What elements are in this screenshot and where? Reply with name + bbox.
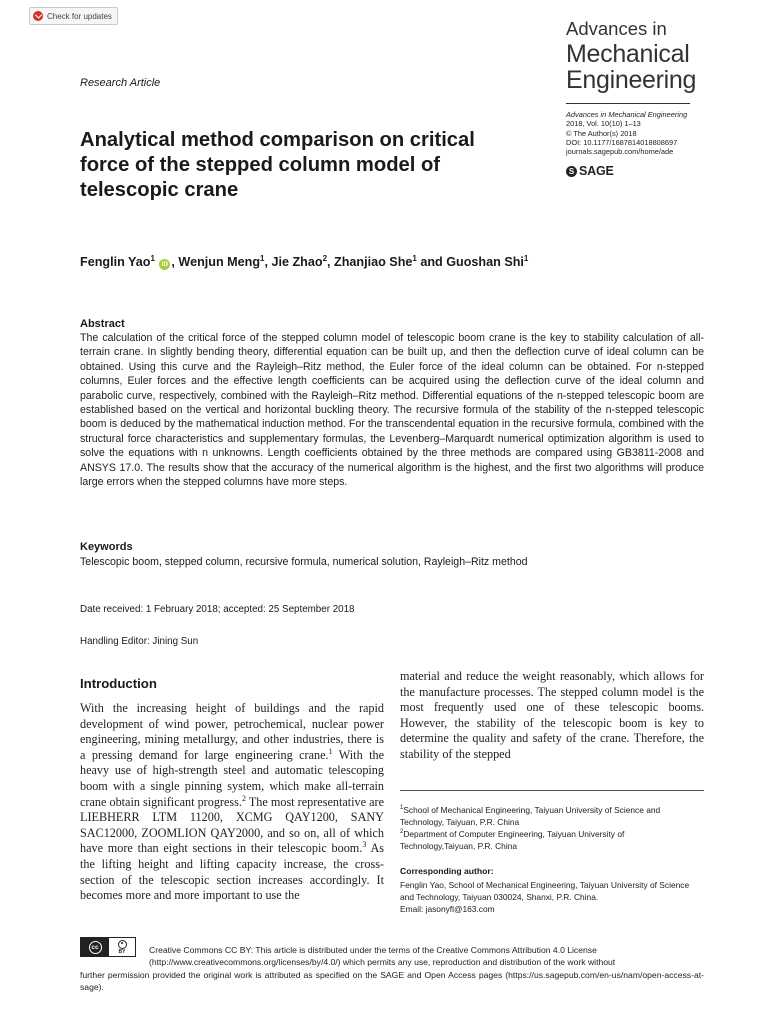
meta-doi-link[interactable]: DOI: 10.1177/1687814018808697: [566, 137, 678, 147]
journal-title-line2: Mechanical: [566, 39, 690, 68]
introduction-left-column: [80, 701, 384, 904]
corresponding-author: [400, 879, 700, 915]
footnote-text: School of Mechanical Engineering, Taiyuan University of Science and Technology, Taiyuan, P.R. China: [400, 804, 661, 827]
handling-editor: Handling Editor: Jining Sun: [80, 636, 199, 647]
date-received: Date received: 1 February 2018; accepted: 25 September 2018: [80, 604, 355, 615]
abstract-text: The calculation of the critical force of the stepped column model of telescopic boom crane is the key to stability calculation of all-terrain crane. In slightly bending theory, differential equation can be built up, and then the deflection curve of ideal column can be obtained. Using this curve and the Rayleigh–Ritz method, the Euler force of the ideal column can be obtained. For n-stepped columns, Euler forces and the effective length coefficients can be acquired using the deflection curve of the ideal column and parabolic curve, respectively, combined with the Rayleigh–Ritz method. Differential equations of the n-stepped telescopic boom are established based on the vertical and horizontal buckling theory. The recursive formula of the stability of the n-stepped telescopic boom is deduced by the mathematical induction method. For the transcendental equation in the recursive formula, combined with the structural force characteristics and supplementary formulas, the Levenberg–Marquardt numerical optimization algorithm is used to solve the equations with n unknowns. Length coefficients obtained by the three methods are compared using GB3811-2008 and ANSYS 17.0. The results show that the accuracy of the numerical algorithm is the highest, and the first two algorithms will produce large errors when the stepped columns have more steps.: [80, 332, 704, 489]
meta-journal-url-link[interactable]: journals.sagepub.com/home/ade: [566, 147, 674, 157]
affiliation-marker: 2: [322, 254, 328, 263]
meta-journal-name: Advances in Mechanical Engineering: [566, 110, 688, 119]
author-list: Fenglin Yao$^1$ iD , Wenjun Meng$^1$, Jie Zhao$^2$, Zhanjiao She$^1$ and Guoshan Shi$^1$: [80, 254, 529, 270]
footnote-text: Department of Computer Engineering, Taiyuan University of Technology,Taiyuan, P.R. China: [400, 828, 625, 851]
license-link[interactable]: (http://www.creativecommons.org/licenses/by/4.0/) which permits any use, reproduction and distribution of the work without: [149, 957, 616, 968]
by-label: BY: [118, 948, 126, 955]
citation-link[interactable]: 1: [328, 746, 333, 756]
license-text: [80, 944, 704, 994]
meta-volume: 2018, Vol. 10(10) 1–13: [566, 119, 641, 129]
orcid-icon[interactable]: iD: [159, 259, 170, 270]
body-text: With the heavy use of high-strength steel and automatic telescoping boom with a single pinning system, which make all-terrain crane obtain significant progress.: [80, 747, 384, 809]
keywords-heading: Keywords: [80, 541, 133, 553]
publisher-name: SAGE: [579, 164, 614, 178]
citation-link[interactable]: 3: [362, 840, 367, 850]
license-line: Creative Commons CC BY: This article is distributed under the terms of the Creative Commons Attribution 4.0 License: [149, 945, 597, 955]
check-updates-icon: [33, 11, 43, 21]
footnote-marker: 2: [400, 829, 404, 835]
affiliation-marker: 1: [260, 254, 265, 263]
keywords-text: Telescopic boom, stepped column, recursive formula, numerical solution, Rayleigh–Ritz method: [80, 556, 528, 568]
affiliation-marker: 1: [523, 254, 529, 263]
check-for-updates-button[interactable]: [29, 7, 118, 25]
footnote-divider: [400, 790, 704, 791]
introduction-heading: Introduction: [80, 676, 157, 691]
journal-title-line1: Advances in: [566, 18, 667, 39]
meta-divider: [566, 103, 690, 104]
sage-logo-icon: S: [566, 166, 577, 177]
article-title: Analytical method comparison on critical force of the stepped column model of telescopic crane: [80, 129, 475, 201]
article-type-label: Research Article: [80, 77, 161, 89]
author-name[interactable]: Fenglin Yao: [80, 255, 151, 270]
author-name[interactable]: Guoshan Shi: [446, 255, 524, 270]
article-metadata: [566, 110, 687, 156]
cc-icon: cc: [89, 941, 102, 954]
introduction-right-column: material and reduce the weight reasonably, which allows for the manufacture processes. The stepped column model is the most frequently used one of these telescopic booms. However, the stability of the telescopic boom is key to determine the quality and safety of the crane. Therefore, the stability of the stepped: [400, 669, 704, 761]
affiliation-marker: 1: [412, 254, 417, 263]
body-text: With the increasing height of buildings and the rapid development of wind power, petrochemical, nuclear power engineering, mining metallurgy, and other industries, there is a pressing demand for large engineering crane.: [80, 701, 384, 762]
citation-link[interactable]: 2: [241, 793, 246, 803]
corresponding-author-address: Fenglin Yao, School of Mechanical Engineering, Taiyuan University of Science and Technology, Taiyuan 030024, Shanxi, P.R. China.: [400, 880, 690, 902]
author-conjunction: and: [420, 255, 443, 270]
affiliation-marker: 1: [150, 254, 155, 263]
license-line: further permission provided the original work is attributed as specified on the SAGE and Open Access pages (https://us.sagepub.com/en-us/nam/open-access-at-sage).: [80, 969, 704, 993]
affiliation-footnote: [400, 826, 700, 852]
journal-title: [566, 20, 696, 93]
abstract-heading: Abstract: [80, 318, 125, 330]
meta-copyright: © The Author(s) 2018: [566, 128, 637, 138]
journal-title-line3: Engineering: [566, 65, 697, 94]
publisher-logo: [566, 164, 614, 178]
author-name[interactable]: Jie Zhao: [271, 255, 323, 270]
footnote-marker: 1: [400, 805, 404, 811]
body-text: As the lifting height and lifting capacity increase, the cross-section of the telescopic section increases accordingly. It becomes more and more important to use the: [80, 841, 385, 903]
check-for-updates-label: Check for updates: [47, 11, 112, 21]
author-name[interactable]: Wenjun Meng: [178, 255, 261, 270]
affiliation-footnote: [400, 802, 700, 828]
corresponding-author-email[interactable]: Email: jasonyfl@163.com: [400, 904, 495, 914]
corresponding-author-heading: Corresponding author:: [400, 866, 494, 876]
body-text: The most representative are LIEBHERR LTM 11200, XCMG QAY1200, SANY SAC12000, ZOOMLION QAY2000, and so on, all of which have more than eight sections in their telescopic boom.: [80, 794, 384, 856]
author-name[interactable]: Zhanjiao She: [334, 255, 413, 270]
